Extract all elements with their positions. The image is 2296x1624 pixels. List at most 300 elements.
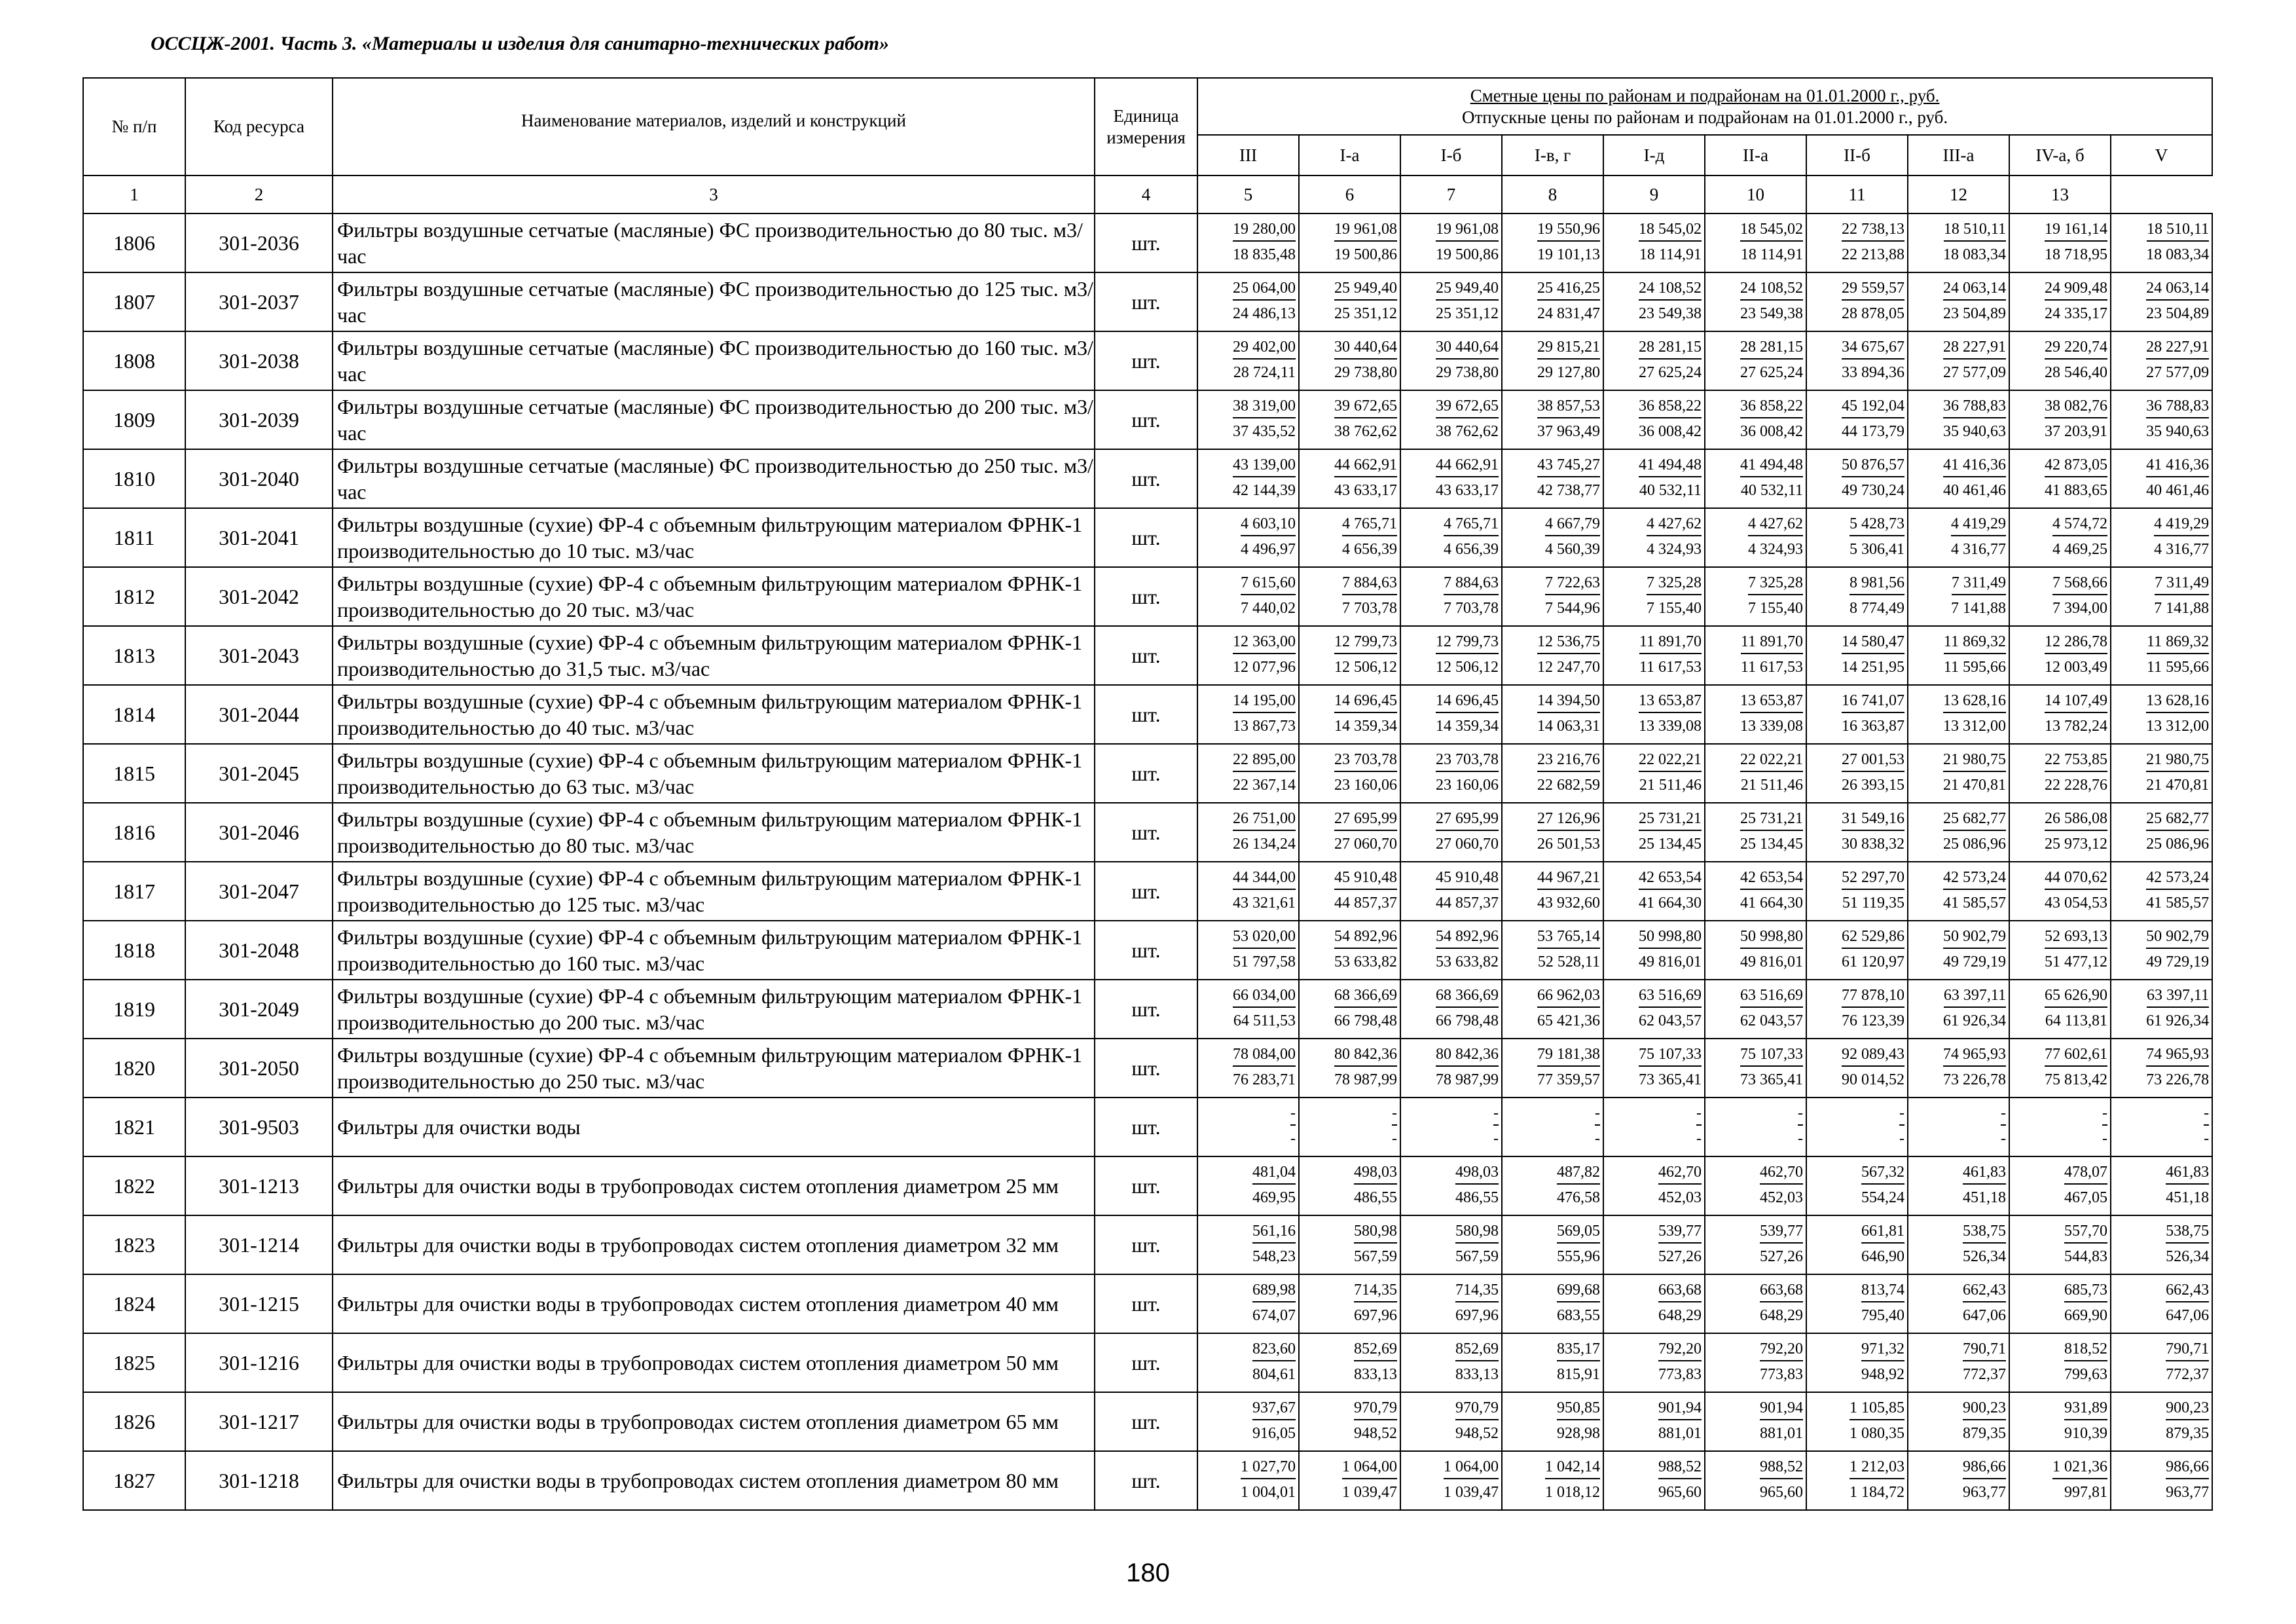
price-cell bbox=[1705, 567, 1806, 626]
price-cell bbox=[1806, 1098, 1908, 1156]
price-cell bbox=[1299, 331, 1400, 390]
estimate-price: 900,23 bbox=[1963, 1397, 2006, 1420]
estimate-price: 4 419,29 bbox=[1951, 513, 2006, 536]
release-price: 7 544,96 bbox=[1545, 600, 1600, 617]
estimate-price: 986,66 bbox=[1963, 1456, 2006, 1479]
estimate-price: 7 568,66 bbox=[2052, 572, 2107, 595]
release-price: 7 155,40 bbox=[1748, 600, 1803, 617]
price-cell bbox=[1299, 685, 1400, 744]
unit-of-measure: шт. bbox=[1095, 213, 1197, 272]
release-price: 36 008,42 bbox=[1740, 423, 1803, 440]
material-name: Фильтры воздушные сетчатые (масляные) ФС производительностью до 200 тыс. м3/час bbox=[333, 390, 1095, 449]
estimate-price: 11 891,70 bbox=[1741, 631, 1803, 654]
release-price: 27 060,70 bbox=[1334, 836, 1397, 853]
price-cell bbox=[2111, 1215, 2212, 1274]
estimate-price: 4 574,72 bbox=[2052, 513, 2107, 536]
material-name: Фильтры воздушные (сухие) ФР-4 с объемным фильтрующим материалом ФРНК-1 производительностью до 31,5 тыс. м3/час bbox=[333, 626, 1095, 685]
release-price: 567,59 bbox=[1455, 1248, 1499, 1265]
estimate-price: 931,89 bbox=[2064, 1397, 2107, 1420]
release-price: 53 633,82 bbox=[1334, 953, 1397, 970]
price-cell bbox=[1705, 685, 1806, 744]
release-price: 527,26 bbox=[1658, 1248, 1702, 1265]
release-price: 799,63 bbox=[2064, 1366, 2107, 1383]
price-cell bbox=[1806, 1392, 1908, 1451]
price-cell bbox=[1603, 921, 1705, 980]
price-cell bbox=[1705, 390, 1806, 449]
estimate-price: - bbox=[2001, 1102, 2006, 1126]
price-cell bbox=[1400, 1333, 1502, 1392]
price-cell bbox=[1502, 272, 1603, 331]
row-number: 1811 bbox=[83, 508, 185, 567]
estimate-price: 31 549,16 bbox=[1842, 807, 1904, 831]
price-cell bbox=[1705, 1392, 1806, 1451]
estimate-price: 18 510,11 bbox=[2147, 218, 2209, 242]
price-cell bbox=[1400, 508, 1502, 567]
price-cell bbox=[1806, 803, 1908, 862]
table-row bbox=[83, 862, 2212, 921]
release-price: 526,34 bbox=[1963, 1248, 2006, 1265]
estimate-price: 461,83 bbox=[2166, 1161, 2209, 1185]
price-cell bbox=[1806, 508, 1908, 567]
price-cell bbox=[1299, 213, 1400, 272]
estimate-price: 986,66 bbox=[2166, 1456, 2209, 1479]
unit-of-measure: шт. bbox=[1095, 980, 1197, 1039]
release-price: 7 440,02 bbox=[1241, 600, 1296, 617]
price-cell bbox=[2009, 272, 2111, 331]
column-number: 4 bbox=[1095, 175, 1197, 213]
estimate-price: 27 126,96 bbox=[1537, 807, 1600, 831]
row-number: 1815 bbox=[83, 744, 185, 803]
price-cell bbox=[1502, 567, 1603, 626]
release-price: - bbox=[1392, 1130, 1397, 1147]
price-cell bbox=[1502, 685, 1603, 744]
estimate-price: 53 765,14 bbox=[1537, 925, 1600, 949]
price-cell bbox=[1603, 1039, 1705, 1098]
table-row bbox=[83, 567, 2212, 626]
estimate-price: 18 545,02 bbox=[1639, 218, 1702, 242]
release-price: 25 351,12 bbox=[1334, 305, 1397, 322]
price-cell bbox=[1400, 862, 1502, 921]
estimate-price: 44 344,00 bbox=[1233, 866, 1296, 890]
header-num: № п/п bbox=[83, 78, 185, 175]
unit-of-measure: шт. bbox=[1095, 1098, 1197, 1156]
price-cell bbox=[1197, 1039, 1299, 1098]
estimate-price: - bbox=[1290, 1102, 1296, 1126]
material-name: Фильтры воздушные сетчатые (масляные) ФС производительностью до 160 тыс. м3/час bbox=[333, 331, 1095, 390]
estimate-price: 54 892,96 bbox=[1436, 925, 1499, 949]
release-price: 469,95 bbox=[1252, 1189, 1296, 1206]
release-price: 18 835,48 bbox=[1233, 246, 1296, 263]
resource-code: 301-2046 bbox=[185, 803, 333, 862]
release-price: 65 421,36 bbox=[1537, 1012, 1600, 1029]
header-region: I-а bbox=[1299, 135, 1400, 175]
estimate-price: 567,32 bbox=[1861, 1161, 1904, 1185]
release-price: 44 173,79 bbox=[1842, 423, 1904, 440]
price-cell bbox=[2009, 1215, 2111, 1274]
price-cell bbox=[1806, 272, 1908, 331]
estimate-price: 75 107,33 bbox=[1639, 1043, 1702, 1067]
price-cell bbox=[1806, 1215, 1908, 1274]
estimate-price: 12 363,00 bbox=[1233, 631, 1296, 654]
estimate-price: 80 842,36 bbox=[1334, 1043, 1397, 1067]
release-price: 555,96 bbox=[1557, 1248, 1600, 1265]
release-price: 43 321,61 bbox=[1233, 895, 1296, 912]
price-cell bbox=[1603, 567, 1705, 626]
estimate-price: 11 869,32 bbox=[1944, 631, 2006, 654]
estimate-price: 561,16 bbox=[1252, 1220, 1296, 1244]
release-price: - bbox=[1493, 1130, 1499, 1147]
row-number: 1820 bbox=[83, 1039, 185, 1098]
estimate-price: 19 550,96 bbox=[1537, 218, 1600, 242]
price-cell bbox=[2009, 862, 2111, 921]
release-price: 25 973,12 bbox=[2045, 836, 2107, 853]
estimate-price: 14 580,47 bbox=[1842, 631, 1904, 654]
estimate-price: 44 967,21 bbox=[1537, 866, 1600, 890]
release-price: - bbox=[2001, 1130, 2006, 1147]
unit-of-measure: шт. bbox=[1095, 1274, 1197, 1333]
estimate-price: - bbox=[2204, 1102, 2209, 1126]
release-price: 19 500,86 bbox=[1334, 246, 1397, 263]
estimate-price: 901,94 bbox=[1658, 1397, 1702, 1420]
estimate-price: 13 653,87 bbox=[1740, 690, 1803, 713]
unit-of-measure: шт. bbox=[1095, 331, 1197, 390]
price-cell bbox=[2111, 567, 2212, 626]
release-price: 4 469,25 bbox=[2052, 541, 2107, 558]
release-price: 23 549,38 bbox=[1639, 305, 1702, 322]
price-cell bbox=[1400, 390, 1502, 449]
estimate-price: 50 998,80 bbox=[1740, 925, 1803, 949]
release-price: 4 324,93 bbox=[1647, 541, 1702, 558]
row-number: 1812 bbox=[83, 567, 185, 626]
release-price: 37 203,91 bbox=[2045, 423, 2107, 440]
price-cell bbox=[1908, 508, 2009, 567]
estimate-price: 68 366,69 bbox=[1334, 984, 1397, 1008]
price-cell bbox=[1197, 744, 1299, 803]
estimate-price: 699,68 bbox=[1557, 1279, 1600, 1302]
estimate-price: 7 615,60 bbox=[1241, 572, 1296, 595]
estimate-price: 539,77 bbox=[1760, 1220, 1803, 1244]
price-cell bbox=[1705, 508, 1806, 567]
price-cell bbox=[2009, 803, 2111, 862]
estimate-price: 79 181,38 bbox=[1537, 1043, 1600, 1067]
price-cell bbox=[1806, 390, 1908, 449]
estimate-price: 42 653,54 bbox=[1639, 866, 1702, 890]
estimate-price: 988,52 bbox=[1760, 1456, 1803, 1479]
release-price: 61 926,34 bbox=[1943, 1012, 2006, 1029]
row-number: 1827 bbox=[83, 1451, 185, 1510]
release-price: 42 738,77 bbox=[1537, 482, 1600, 499]
estimate-price: 25 731,21 bbox=[1639, 807, 1702, 831]
unit-of-measure: шт. bbox=[1095, 921, 1197, 980]
unit-of-measure: шт. bbox=[1095, 1215, 1197, 1274]
column-number: 7 bbox=[1400, 175, 1502, 213]
price-cell bbox=[1603, 1451, 1705, 1510]
estimate-price: 66 962,03 bbox=[1537, 984, 1600, 1008]
release-price: 965,60 bbox=[1760, 1484, 1803, 1501]
release-price: 13 339,08 bbox=[1639, 718, 1702, 735]
release-price: 22 213,88 bbox=[1842, 246, 1904, 263]
release-price: 772,37 bbox=[2166, 1366, 2210, 1383]
resource-code: 301-2041 bbox=[185, 508, 333, 567]
price-cell bbox=[1908, 449, 2009, 508]
release-price: 18 083,34 bbox=[2146, 246, 2210, 263]
estimate-price: 852,69 bbox=[1354, 1338, 1397, 1361]
estimate-price: 29 402,00 bbox=[1233, 336, 1296, 360]
column-number: 2 bbox=[185, 175, 333, 213]
price-cell bbox=[1299, 626, 1400, 685]
estimate-price: 12 799,73 bbox=[1436, 631, 1499, 654]
price-cell bbox=[2009, 567, 2111, 626]
release-price: 24 486,13 bbox=[1233, 305, 1296, 322]
price-cell bbox=[1197, 1156, 1299, 1215]
header-region: I-в, г bbox=[1502, 135, 1603, 175]
header-prices-release: Отпускные цены по районам и подрайонам на 01.01.2000 г., руб. bbox=[1461, 107, 1948, 127]
price-cell bbox=[1299, 1451, 1400, 1510]
estimate-price: 14 696,45 bbox=[1436, 690, 1499, 713]
material-name: Фильтры для очистки воды в трубопроводах систем отопления диаметром 65 мм bbox=[333, 1392, 1095, 1451]
release-price: 41 664,30 bbox=[1740, 895, 1803, 912]
material-name: Фильтры воздушные (сухие) ФР-4 с объемным фильтрующим материалом ФРНК-1 производительностью до 10 тыс. м3/час bbox=[333, 508, 1095, 567]
release-price: 42 144,39 bbox=[1233, 482, 1296, 499]
estimate-price: 1 042,14 bbox=[1545, 1456, 1600, 1479]
header-prices bbox=[1197, 78, 2212, 135]
header-region: IV-а, б bbox=[2009, 135, 2111, 175]
material-name: Фильтры воздушные (сухие) ФР-4 с объемным фильтрующим материалом ФРНК-1 производительностью до 125 тыс. м3/час bbox=[333, 862, 1095, 921]
material-name: Фильтры воздушные (сухие) ФР-4 с объемным фильтрующим материалом ФРНК-1 производительностью до 63 тыс. м3/час bbox=[333, 744, 1095, 803]
release-price: 647,06 bbox=[1963, 1307, 2006, 1324]
estimate-price: 34 675,67 bbox=[1842, 336, 1904, 360]
price-cell bbox=[1400, 921, 1502, 980]
release-price: 33 894,36 bbox=[1842, 364, 1904, 381]
row-number: 1817 bbox=[83, 862, 185, 921]
release-price: 38 762,62 bbox=[1436, 423, 1499, 440]
price-cell bbox=[1400, 744, 1502, 803]
release-price: 963,77 bbox=[2166, 1484, 2210, 1501]
estimate-price: 26 751,00 bbox=[1233, 807, 1296, 831]
unit-of-measure: шт. bbox=[1095, 1156, 1197, 1215]
header-region: II-а bbox=[1705, 135, 1806, 175]
release-price: 27 577,09 bbox=[1943, 364, 2006, 381]
estimate-price: 45 910,48 bbox=[1334, 866, 1397, 890]
release-price: 963,77 bbox=[1963, 1484, 2006, 1501]
release-price: 18 114,91 bbox=[1639, 246, 1702, 263]
estimate-price: 685,73 bbox=[2064, 1279, 2107, 1302]
release-price: 40 461,46 bbox=[1943, 482, 2006, 499]
release-price: 25 134,45 bbox=[1639, 836, 1702, 853]
release-price: 51 797,58 bbox=[1233, 953, 1296, 970]
resource-code: 301-1213 bbox=[185, 1156, 333, 1215]
price-cell bbox=[1705, 980, 1806, 1039]
price-cell bbox=[2009, 685, 2111, 744]
material-name: Фильтры для очистки воды в трубопроводах систем отопления диаметром 40 мм bbox=[333, 1274, 1095, 1333]
estimate-price: 663,68 bbox=[1658, 1279, 1702, 1302]
estimate-price: 792,20 bbox=[1760, 1338, 1803, 1361]
price-cell bbox=[1806, 331, 1908, 390]
price-cell bbox=[1705, 1156, 1806, 1215]
table-row bbox=[83, 744, 2212, 803]
release-price: 43 633,17 bbox=[1334, 482, 1397, 499]
release-price: 27 625,24 bbox=[1740, 364, 1803, 381]
price-table bbox=[82, 77, 2213, 1511]
material-name: Фильтры воздушные (сухие) ФР-4 с объемным фильтрующим материалом ФРНК-1 производительностью до 20 тыс. м3/час bbox=[333, 567, 1095, 626]
price-cell bbox=[2111, 980, 2212, 1039]
estimate-price: 42 873,05 bbox=[2045, 454, 2107, 477]
price-cell bbox=[2009, 1333, 2111, 1392]
estimate-price: 538,75 bbox=[2166, 1220, 2209, 1244]
estimate-price: 487,82 bbox=[1557, 1161, 1600, 1185]
release-price: 78 987,99 bbox=[1334, 1071, 1397, 1088]
estimate-price: 27 001,53 bbox=[1842, 748, 1904, 772]
unit-of-measure: шт. bbox=[1095, 1039, 1197, 1098]
estimate-price: - bbox=[1798, 1102, 1803, 1126]
estimate-price: 580,98 bbox=[1354, 1220, 1397, 1244]
material-name: Фильтры воздушные сетчатые (масляные) ФС производительностью до 80 тыс. м3/час bbox=[333, 213, 1095, 272]
price-cell bbox=[1908, 213, 2009, 272]
release-price: 64 511,53 bbox=[1233, 1012, 1296, 1029]
price-cell bbox=[1299, 1215, 1400, 1274]
price-cell bbox=[2009, 1156, 2111, 1215]
price-cell bbox=[2111, 449, 2212, 508]
release-price: 61 120,97 bbox=[1842, 953, 1904, 970]
estimate-price: 950,85 bbox=[1557, 1397, 1600, 1420]
release-price: 77 359,57 bbox=[1537, 1071, 1600, 1088]
estimate-price: 39 672,65 bbox=[1436, 395, 1499, 418]
price-cell bbox=[1400, 1098, 1502, 1156]
release-price: 27 625,24 bbox=[1639, 364, 1702, 381]
estimate-price: 901,94 bbox=[1760, 1397, 1803, 1420]
estimate-price: 29 815,21 bbox=[1537, 336, 1600, 360]
header-region: I-б bbox=[1400, 135, 1502, 175]
estimate-price: 63 516,69 bbox=[1740, 984, 1803, 1008]
release-price: 19 500,86 bbox=[1436, 246, 1499, 263]
release-price: - bbox=[1595, 1130, 1600, 1147]
estimate-price: 36 788,83 bbox=[1943, 395, 2006, 418]
price-cell bbox=[1705, 626, 1806, 685]
resource-code: 301-2045 bbox=[185, 744, 333, 803]
estimate-price: 24 063,14 bbox=[1943, 277, 2006, 301]
estimate-price: 5 428,73 bbox=[1850, 513, 1904, 536]
price-cell bbox=[1299, 1156, 1400, 1215]
estimate-price: 790,71 bbox=[1963, 1338, 2006, 1361]
price-cell bbox=[1502, 980, 1603, 1039]
estimate-price: 580,98 bbox=[1455, 1220, 1499, 1244]
price-cell bbox=[2111, 803, 2212, 862]
release-price: 24 335,17 bbox=[2045, 305, 2107, 322]
release-price: 14 359,34 bbox=[1334, 718, 1397, 735]
price-cell bbox=[1197, 508, 1299, 567]
release-price: 4 496,97 bbox=[1241, 541, 1296, 558]
release-price: 41 664,30 bbox=[1639, 895, 1702, 912]
release-price: 1 018,12 bbox=[1545, 1484, 1600, 1501]
estimate-price: - bbox=[1493, 1102, 1499, 1126]
price-cell bbox=[1908, 744, 2009, 803]
release-price: 916,05 bbox=[1252, 1425, 1296, 1442]
price-cell bbox=[2009, 1098, 2111, 1156]
release-price: 773,83 bbox=[1760, 1366, 1803, 1383]
release-price: 51 119,35 bbox=[1842, 895, 1904, 912]
price-cell bbox=[1603, 626, 1705, 685]
release-price: 12 247,70 bbox=[1537, 659, 1600, 676]
price-cell bbox=[1299, 1333, 1400, 1392]
release-price: 25 134,45 bbox=[1740, 836, 1803, 853]
estimate-price: 77 602,61 bbox=[2045, 1043, 2107, 1067]
release-price: 28 546,40 bbox=[2045, 364, 2107, 381]
price-cell bbox=[1806, 1274, 1908, 1333]
estimate-price: 50 902,79 bbox=[2146, 925, 2209, 949]
price-cell bbox=[1603, 685, 1705, 744]
release-price: 4 316,77 bbox=[1951, 541, 2006, 558]
price-cell bbox=[1908, 1333, 2009, 1392]
column-number: 10 bbox=[1705, 175, 1806, 213]
price-cell bbox=[1908, 390, 2009, 449]
price-cell bbox=[1908, 1274, 2009, 1333]
estimate-price: 25 682,77 bbox=[1943, 807, 2006, 831]
estimate-price: 13 628,16 bbox=[2146, 690, 2209, 713]
estimate-price: - bbox=[1696, 1102, 1702, 1126]
release-price: 44 857,37 bbox=[1436, 895, 1499, 912]
estimate-price: 498,03 bbox=[1455, 1161, 1499, 1185]
release-price: 27 060,70 bbox=[1436, 836, 1499, 853]
price-cell bbox=[1400, 449, 1502, 508]
material-name: Фильтры воздушные (сухие) ФР-4 с объемным фильтрующим материалом ФРНК-1 производительностью до 40 тыс. м3/час bbox=[333, 685, 1095, 744]
price-cell bbox=[1197, 213, 1299, 272]
release-price: 648,29 bbox=[1658, 1307, 1702, 1324]
estimate-price: 7 884,63 bbox=[1444, 572, 1499, 595]
estimate-price: 36 858,22 bbox=[1639, 395, 1702, 418]
estimate-price: 970,79 bbox=[1455, 1397, 1499, 1420]
release-price: 4 316,77 bbox=[2154, 541, 2210, 558]
price-cell bbox=[1502, 1451, 1603, 1510]
release-price: 23 160,06 bbox=[1334, 777, 1397, 794]
price-cell bbox=[1197, 862, 1299, 921]
release-price: 683,55 bbox=[1557, 1307, 1600, 1324]
price-cell bbox=[2111, 626, 2212, 685]
price-cell bbox=[1400, 331, 1502, 390]
estimate-price: 44 070,62 bbox=[2045, 866, 2107, 890]
release-price: 28 724,11 bbox=[1233, 364, 1296, 381]
estimate-price: 11 891,70 bbox=[1639, 631, 1702, 654]
release-price: 23 504,89 bbox=[1943, 305, 2006, 322]
release-price: 13 312,00 bbox=[2146, 718, 2210, 735]
price-cell bbox=[1908, 626, 2009, 685]
price-cell bbox=[1299, 449, 1400, 508]
estimate-price: 7 311,49 bbox=[2155, 572, 2209, 595]
release-price: 27 577,09 bbox=[2146, 364, 2210, 381]
table-row bbox=[83, 626, 2212, 685]
estimate-price: 14 696,45 bbox=[1334, 690, 1397, 713]
price-cell bbox=[1299, 508, 1400, 567]
release-price: 772,37 bbox=[1963, 1366, 2006, 1383]
estimate-price: 7 325,28 bbox=[1647, 572, 1702, 595]
estimate-price: 988,52 bbox=[1658, 1456, 1702, 1479]
estimate-price: 813,74 bbox=[1861, 1279, 1904, 1302]
release-price: 910,39 bbox=[2064, 1425, 2107, 1442]
release-price: 49 816,01 bbox=[1639, 953, 1702, 970]
estimate-price: 19 280,00 bbox=[1233, 218, 1296, 242]
price-cell bbox=[1603, 1333, 1705, 1392]
release-price: 25 351,12 bbox=[1436, 305, 1499, 322]
release-price: 23 160,06 bbox=[1436, 777, 1499, 794]
column-number: 9 bbox=[1603, 175, 1705, 213]
estimate-price: 7 311,49 bbox=[1952, 572, 2006, 595]
release-price: 49 729,19 bbox=[2146, 953, 2210, 970]
release-price: 879,35 bbox=[2166, 1425, 2210, 1442]
price-cell bbox=[2111, 685, 2212, 744]
estimate-price: 45 910,48 bbox=[1436, 866, 1499, 890]
price-cell bbox=[1908, 803, 2009, 862]
estimate-price: 970,79 bbox=[1354, 1397, 1397, 1420]
price-cell bbox=[1705, 1215, 1806, 1274]
